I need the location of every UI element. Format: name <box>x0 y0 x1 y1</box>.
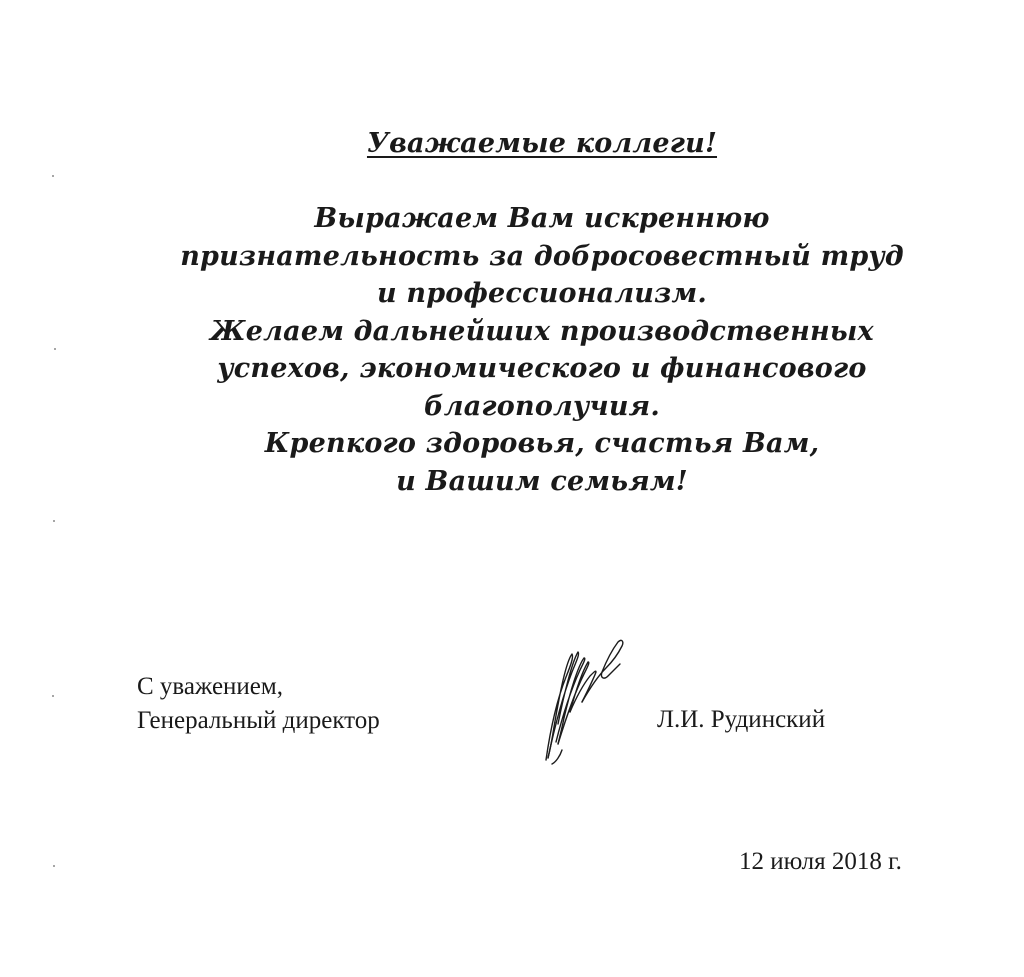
handwritten-signature <box>536 632 636 767</box>
signature-block <box>137 670 380 738</box>
signer-title: Генеральный директор <box>137 707 380 734</box>
body-line: Крепкого здоровья, счастья Вам, <box>264 428 820 459</box>
body-line: и Вашим семьям! <box>396 465 688 497</box>
scan-speck <box>52 695 54 697</box>
scan-speck <box>53 865 55 867</box>
body-line: Выражаем Вам искреннюю <box>314 203 770 234</box>
scan-speck <box>53 520 55 522</box>
scan-speck <box>54 348 56 350</box>
closing-text: С уважением, <box>137 673 283 700</box>
body-line: признательность за добросовестный труд <box>180 240 904 272</box>
scan-speck <box>52 175 54 177</box>
letter-date: 12 июля 2018 г. <box>739 848 902 875</box>
body-line: Желаем дальнейших производственных <box>210 315 874 347</box>
body-line: и профессионализм. <box>376 278 708 309</box>
salutation-heading: Уважаемые коллеги! <box>366 128 718 159</box>
body-line: благополучия. <box>424 390 660 422</box>
signer-name: Л.И. Рудинский <box>657 706 826 733</box>
body-line: успехов, экономического и финансового <box>217 353 867 384</box>
letter-body <box>60 200 1024 500</box>
